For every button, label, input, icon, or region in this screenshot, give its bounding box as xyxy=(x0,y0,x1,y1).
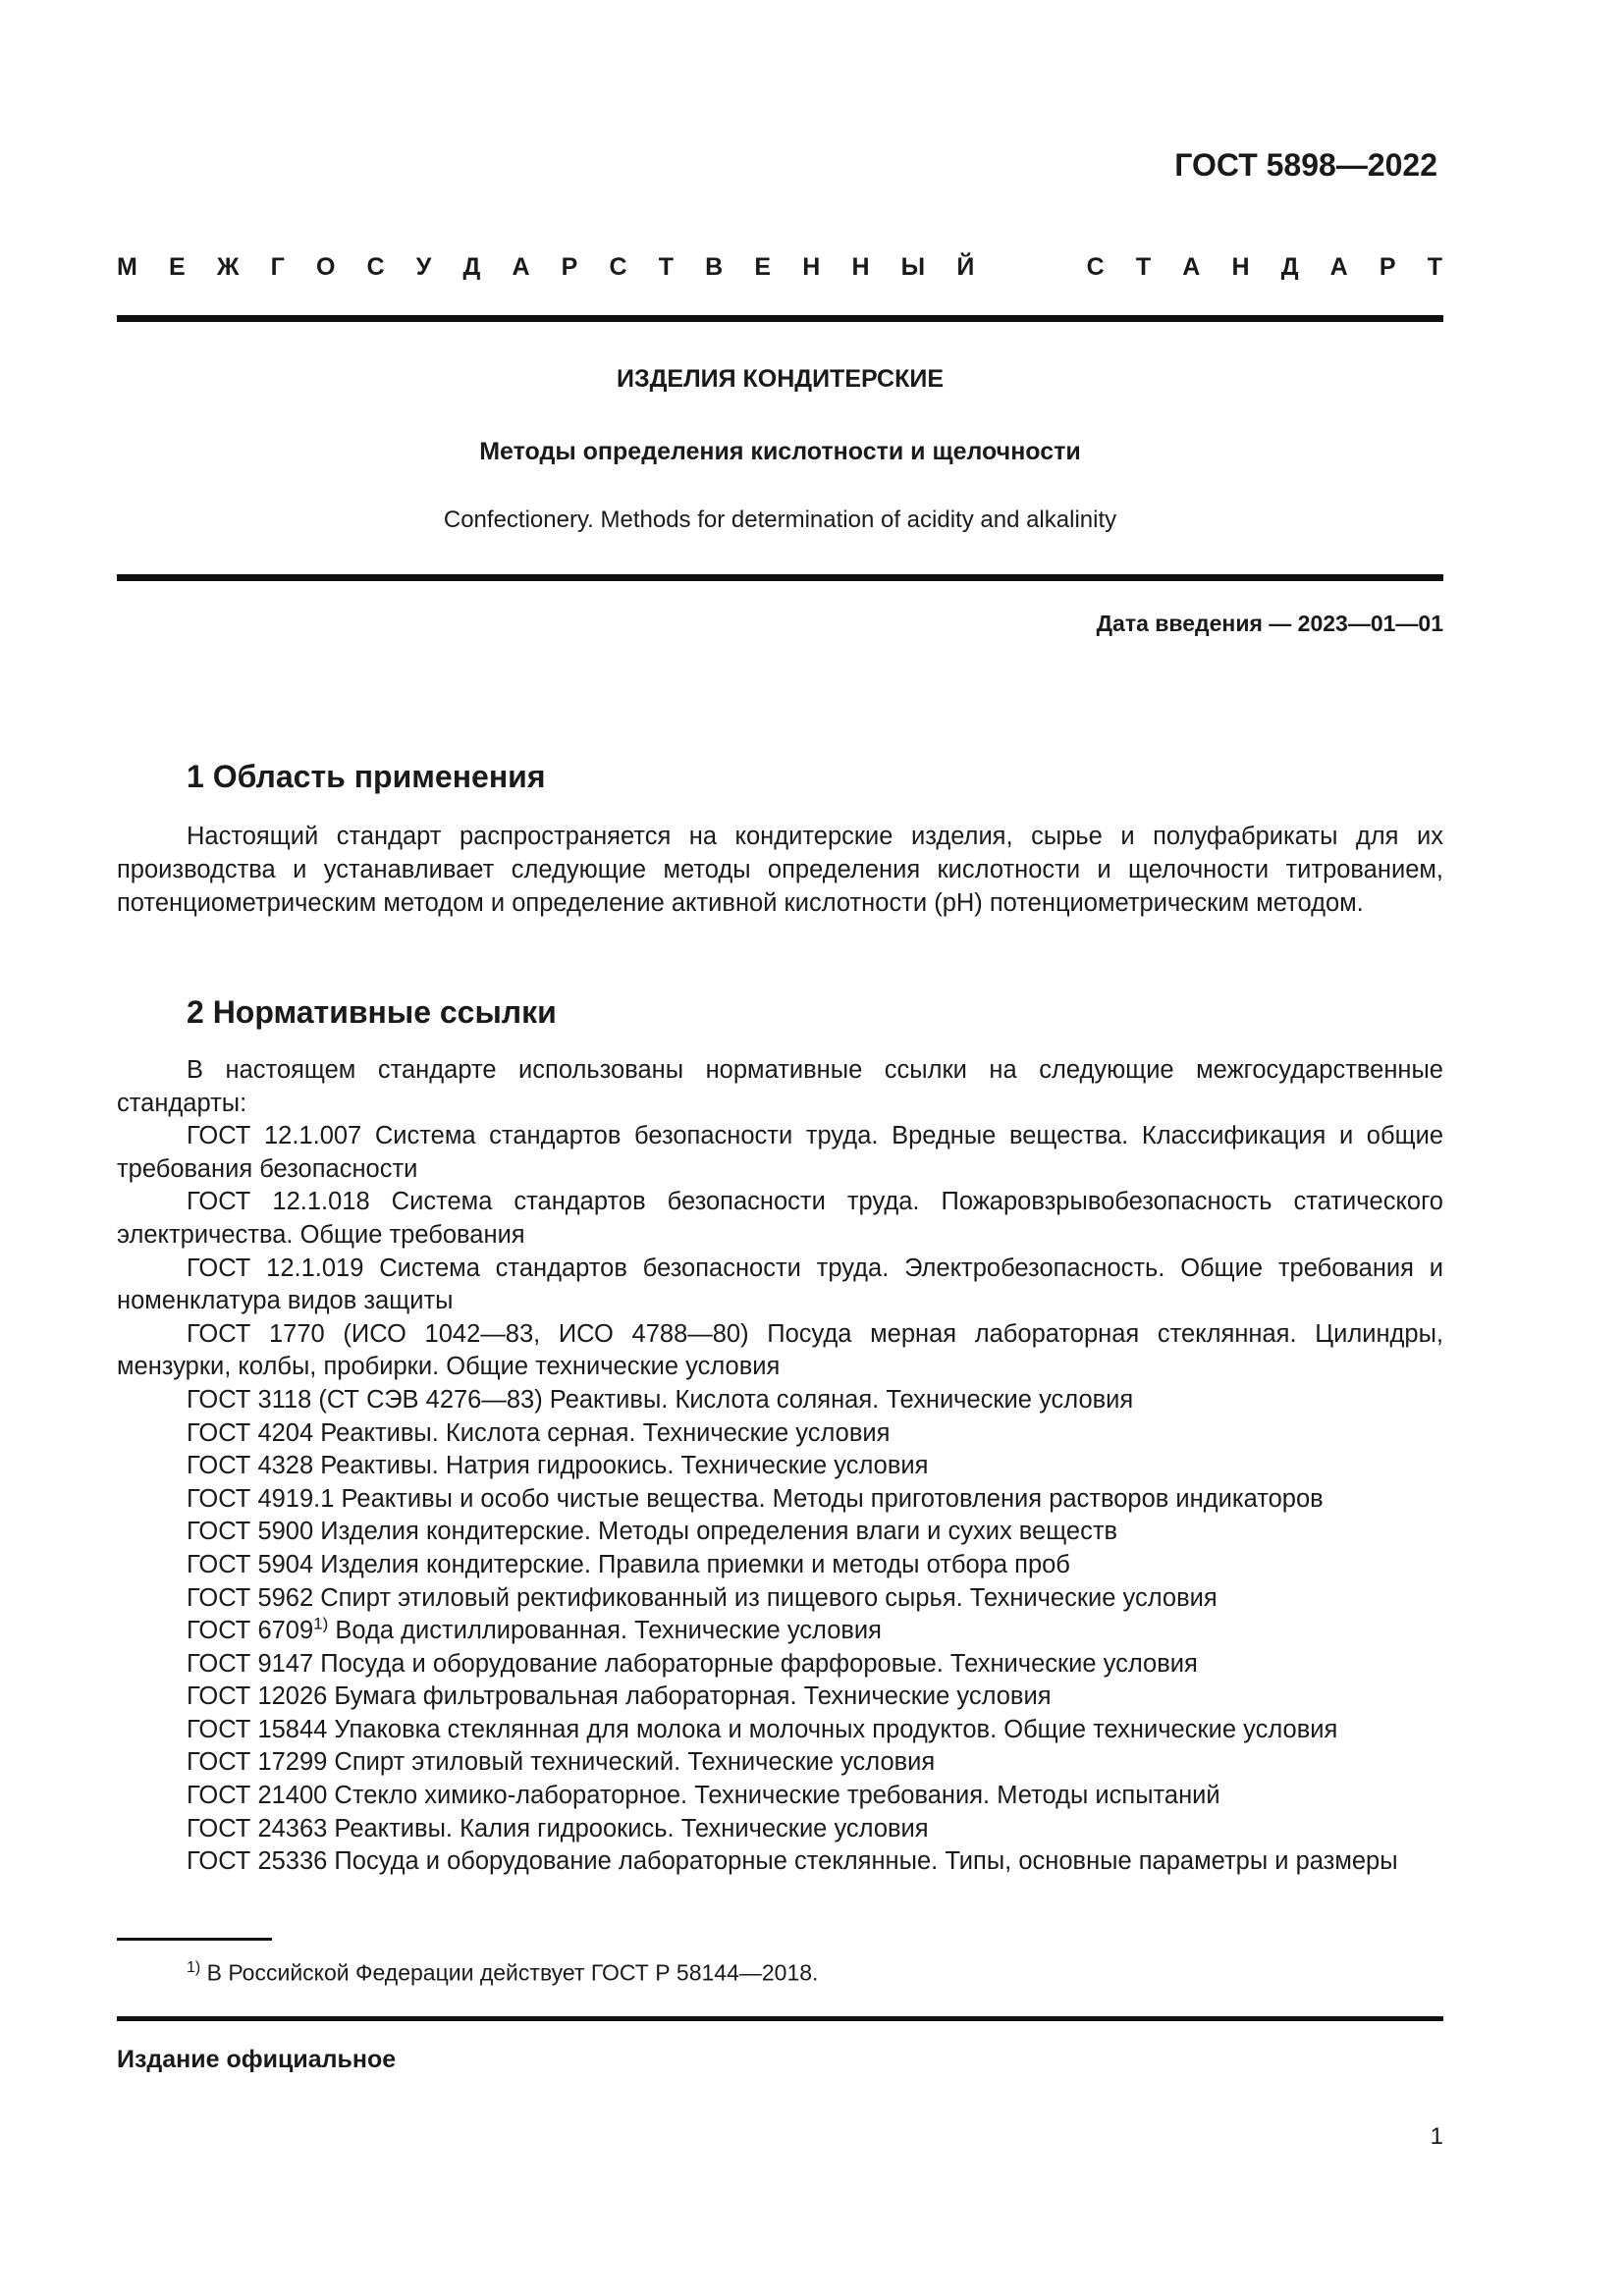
normative-references xyxy=(117,1054,1443,1879)
reference-item: ГОСТ 12.1.019 Система стандартов безопасности труда. Электробезопасность. Общие требования и номенклатура видов защиты xyxy=(117,1254,1443,1315)
reference-item: ГОСТ 3118 (СТ СЭВ 4276—83) Реактивы. Кислота соляная. Технические условия xyxy=(187,1385,1134,1414)
standard-type-heading xyxy=(117,253,1442,282)
gost-number: ГОСТ 5898—2022 xyxy=(1174,147,1437,183)
heading-letter: Е xyxy=(168,253,186,281)
header-rule xyxy=(117,315,1443,322)
heading-letter: Р xyxy=(561,253,578,281)
reference-item: ГОСТ 25336 Посуда и оборудование лабораторные стеклянные. Типы, основные параметры и размеры xyxy=(187,1847,1398,1876)
reference-item: ГОСТ 4919.1 Реактивы и особо чистые вещества. Методы приготовления растворов индикаторов xyxy=(187,1484,1324,1513)
heading-letter: Й xyxy=(956,253,975,281)
reference-item: ГОСТ 9147 Посуда и оборудование лабораторные фарфоровые. Технические условия xyxy=(187,1649,1198,1678)
section-2-heading: 2 Нормативные ссылки xyxy=(187,994,557,1030)
heading-letter: У xyxy=(415,253,432,281)
section-1-text: Настоящий стандарт распространяется на кондитерские изделия, сырье и полуфабрикаты для их производства и устанавливает следующие методы определения кислотности и щелочности титрованием, потенциометрическим методом и определение активной кислотности (рН) потенциометрическим методом. xyxy=(117,823,1443,917)
heading-letter: Т xyxy=(658,253,675,281)
heading-letter: М xyxy=(117,253,137,281)
heading-letter: А xyxy=(512,253,530,281)
reference-item: ГОСТ 5904 Изделия кондитерские. Правила приемки и методы отбора проб xyxy=(187,1550,1070,1578)
reference-item: ГОСТ 4328 Реактивы. Натрия гидроокись. Технические условия xyxy=(187,1452,929,1480)
heading-letter: Н xyxy=(802,253,821,281)
page-number: 1 xyxy=(1430,2123,1443,2150)
reference-item: ГОСТ 17299 Спирт этиловый технический. Технические условия xyxy=(187,1748,936,1777)
letter-gap xyxy=(1005,253,1055,282)
heading-letter: Т xyxy=(1427,253,1442,281)
heading-letter: Д xyxy=(1280,253,1299,281)
reference-item: ГОСТ 21400 Стекло химико-лабораторное. Технические требования. Методы испытаний xyxy=(187,1782,1220,1810)
heading-letter: Р xyxy=(1379,253,1396,281)
footnote-marker: 1) xyxy=(313,1614,329,1633)
reference-item: ГОСТ 12.1.018 Система стандартов безопасности труда. Пожаровзрывобезопасность статического электричества. Общие требования xyxy=(117,1188,1443,1249)
reference-item: ГОСТ 24363 Реактивы. Калия гидроокись. Технические условия xyxy=(187,1814,929,1842)
heading-letter: О xyxy=(315,253,336,281)
heading-letter: В xyxy=(705,253,724,281)
document-title: ИЗДЕЛИЯ КОНДИТЕРСКИЕ xyxy=(616,365,945,393)
footnote-separator xyxy=(117,1938,272,1941)
heading-letter: А xyxy=(1182,253,1201,281)
edition-label: Издание официальное xyxy=(117,2046,397,2073)
heading-letter: С xyxy=(1086,253,1105,281)
reference-item: ГОСТ 5900 Изделия кондитерские. Методы определения влаги и сухих веществ xyxy=(187,1518,1118,1546)
reference-item: ГОСТ 12026 Бумага фильтровальная лабораторная. Технические условия xyxy=(187,1682,1052,1711)
reference-item: ГОСТ 1770 (ИСО 1042—83, ИСО 4788—80) Посуда мерная лабораторная стеклянная. Цилиндры, мензурки, колбы, пробирки. Общие технические условия xyxy=(117,1319,1443,1381)
footer-rule xyxy=(117,2016,1443,2021)
heading-letter: С xyxy=(366,253,385,281)
heading-letter: Т xyxy=(1135,253,1152,281)
document-subtitle: Методы определения кислотности и щелочности xyxy=(479,438,1081,465)
reference-item: ГОСТ 5962 Спирт этиловый ректификованный из пищевого сырья. Технические условия xyxy=(187,1583,1218,1612)
introduction-date: Дата введения — 2023—01—01 xyxy=(1096,611,1443,636)
reference-item-footnoted: ГОСТ 6709$^{1)}$ Вода дистиллированная. Технические условия xyxy=(187,1614,882,1645)
reference-item: ГОСТ 12.1.007 Система стандартов безопасности труда. Вредные вещества. Классификация и общие требования безопасности xyxy=(117,1122,1443,1183)
heading-letter: Ы xyxy=(900,253,926,281)
section-1-heading: 1 Область применения xyxy=(187,759,546,794)
heading-letter: А xyxy=(1329,253,1348,281)
heading-letter: Д xyxy=(462,253,481,281)
footnote: $^{1)}$ В Российской Федерации действует ГОСТ Р 58144—2018. xyxy=(187,1959,819,1986)
heading-letter: Г xyxy=(270,253,285,281)
document-title-english: Confectionery. Methods for determination of acidity and alkalinity xyxy=(443,507,1117,533)
heading-letter: Ж xyxy=(216,253,240,281)
references-intro: В настоящем стандарте использованы нормативные ссылки на следующие межгосударственные стандарты: xyxy=(117,1056,1443,1117)
heading-letter: С xyxy=(609,253,627,281)
reference-item: ГОСТ 15844 Упаковка стеклянная для молока и молочных продуктов. Общие технические условия xyxy=(187,1715,1338,1743)
reference-item: ГОСТ 4204 Реактивы. Кислота серная. Технические условия xyxy=(187,1418,891,1447)
heading-letter: Н xyxy=(1231,253,1250,281)
heading-letter: Н xyxy=(851,253,870,281)
title-rule xyxy=(117,574,1443,581)
heading-letter: Е xyxy=(754,253,772,281)
